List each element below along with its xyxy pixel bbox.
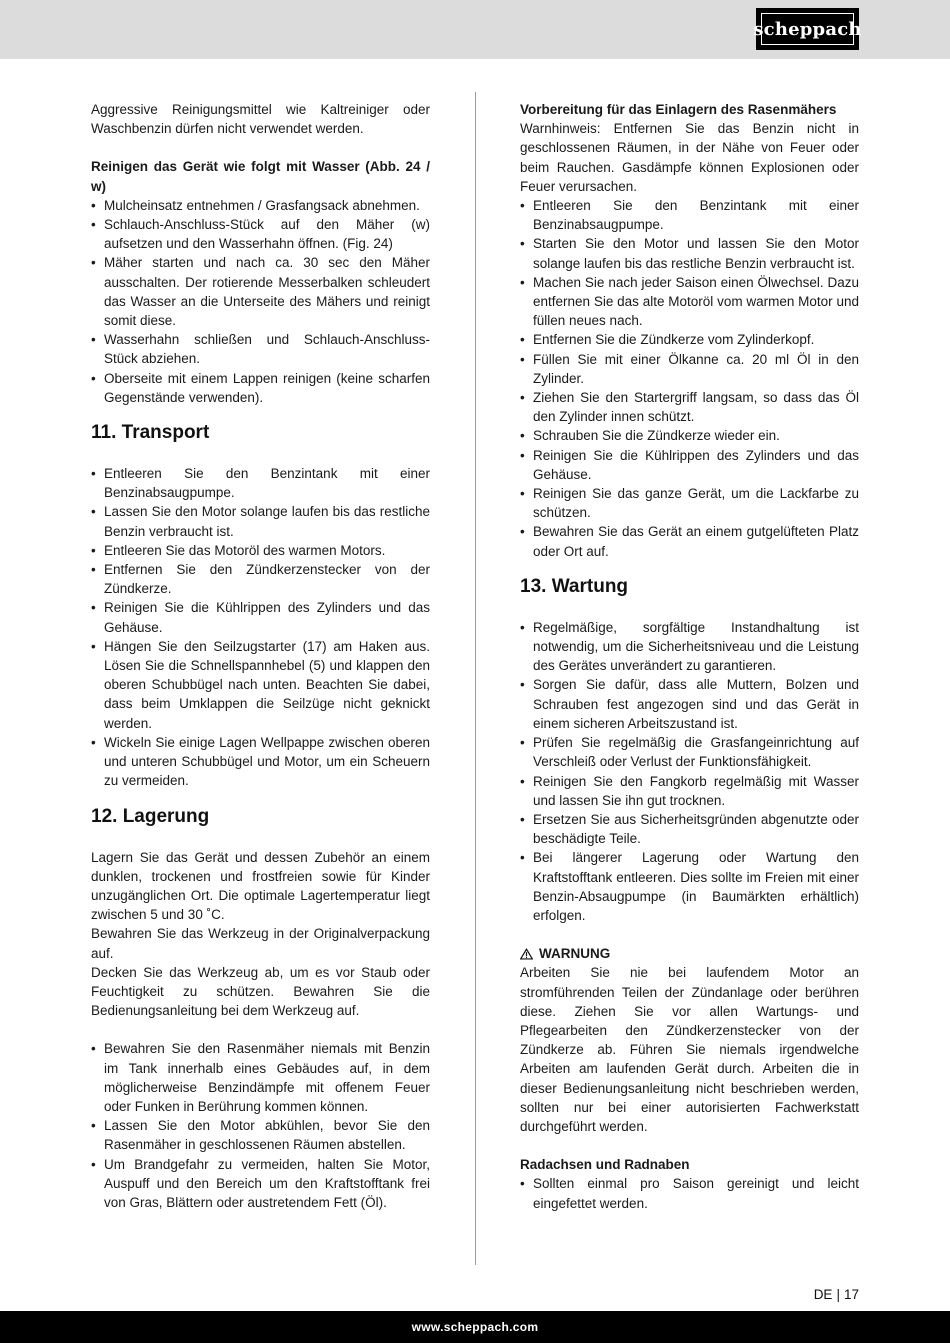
cleaning-heading: Reinigen das Gerät wie folgt mit Wasser (Abb. 24 / w) <box>91 159 430 194</box>
list-item: • Reinigen Sie die Kühlrippen des Zylinders und das Gehäuse. <box>91 598 430 636</box>
list-item: • Reinigen Sie das ganze Gerät, um die Lackfarbe zu schützen. <box>520 484 859 522</box>
list-item: • Um Brandgefahr zu vermeiden, halten Sie Motor, Auspuff und den Bereich um den Kraftstofftank frei von Gras, Blättern oder austretendem Fett (Öl). <box>91 1155 430 1213</box>
list-item: • Entleeren Sie den Benzintank mit einer Benzinabsaugpumpe. <box>91 464 430 502</box>
warning-title-text: WARNUNG <box>539 946 611 962</box>
storage-paragraph: Bewahren Sie das Werkzeug in der Originalverpackung auf. <box>91 926 430 961</box>
list-item: • Prüfen Sie regelmäßig die Grasfangeinrichtung auf Verschleiß oder Verlust der Funktionsfähigkeit. <box>520 733 859 771</box>
list-item: • Ersetzen Sie aus Sicherheitsgründen abgenutzte oder beschädigte Teile. <box>520 810 859 848</box>
list-item: • Oberseite mit einem Lappen reinigen (keine scharfen Gegenstände verwenden). <box>91 369 430 407</box>
page-number: DE | 17 <box>813 1287 859 1302</box>
right-column <box>520 100 859 1213</box>
warning-title <box>520 944 859 963</box>
list-item: • Lassen Sie den Motor solange laufen bis das restliche Benzin verbraucht ist. <box>91 502 430 540</box>
language-code: DE <box>813 1287 833 1302</box>
list-item: • Bewahren Sie den Rasenmäher niemals mit Benzin im Tank innerhalb eines Gebäudes auf, in dem möglicherweise Benzindämpfe mit offenem Feuer oder Funken in Berührung kommen können. <box>91 1039 430 1116</box>
cleaning-list <box>91 196 430 407</box>
list-item: • Regelmäßige, sorgfältige Instandhaltung ist notwendig, um die Sicherheitsniveau und die Leistung des Gerätes unverändert zu garantieren. <box>520 618 859 676</box>
maintenance-list <box>520 618 859 925</box>
list-item: • Starten Sie den Motor und lassen Sie den Motor solange laufen bis das restliche Benzin verbraucht ist. <box>520 234 859 272</box>
axle-heading: Radachsen und Radnaben <box>520 1157 690 1173</box>
list-item: • Schlauch-Anschluss-Stück auf den Mäher (w) aufsetzen und den Wasserhahn öffnen. (Fig. 24) <box>91 215 430 253</box>
list-item: • Schrauben Sie die Zündkerze wieder ein. <box>520 426 859 445</box>
list-item: • Wickeln Sie einige Lagen Wellpappe zwischen oberen und unteren Schubbügel und Motor, um ein Scheuern zu vermeiden. <box>91 733 430 791</box>
list-item: • Füllen Sie mit einer Ölkanne ca. 20 ml Öl in den Zylinder. <box>520 350 859 388</box>
list-item: • Mulcheinsatz entnehmen / Grasfangsack abnehmen. <box>91 196 430 215</box>
section-heading-transport: 11. Transport <box>91 422 210 444</box>
list-item: • Reinigen Sie den Fangkorb regelmäßig mit Wasser und lassen Sie ihn gut trocknen. <box>520 772 859 810</box>
storage-paragraph: Lagern Sie das Gerät und dessen Zubehör an einem dunklen, trockenen und frostfreien sowie für Kinder unzugänglichen Ort. Die optimale Lagertemperatur liegt zwischen 5 und 30 ˚C. <box>91 849 430 923</box>
list-item: • Bewahren Sie das Gerät an einem gutgelüfteten Platz oder Ort auf. <box>520 522 859 560</box>
list-item: • Entfernen Sie die Zündkerze vom Zylinderkopf. <box>520 330 859 349</box>
page-number-value: 17 <box>843 1287 859 1302</box>
list-item: • Lassen Sie den Motor abkühlen, bevor Sie den Rasenmäher in geschlossenen Räumen abstellen. <box>91 1116 430 1154</box>
list-item: • Machen Sie nach jeder Saison einen Ölwechsel. Dazu entfernen Sie das alte Motoröl vom warmen Motor und füllen neues nach. <box>520 273 859 331</box>
list-item: • Ziehen Sie den Startergriff langsam, so dass das Öl den Zylinder innen schützt. <box>520 388 859 426</box>
intro-paragraph: Aggressive Reinigungsmittel wie Kaltreiniger oder Waschbenzin dürfen nicht verwendet werden. <box>91 102 430 137</box>
brand-logo-text: scheppach <box>761 13 854 45</box>
list-item: • Sollten einmal pro Saison gereinigt und leicht eingefettet werden. <box>520 1174 859 1212</box>
list-item: • Entleeren Sie das Motoröl des warmen Motors. <box>91 541 430 560</box>
footer-band <box>0 1311 950 1343</box>
prep-heading: Vorbereitung für das Einlagern des Rasenmähers <box>520 102 837 117</box>
list-item: • Entleeren Sie den Benzintank mit einer Benzinabsaugpumpe. <box>520 196 859 234</box>
storage-list <box>91 1039 430 1212</box>
column-divider <box>475 92 476 1265</box>
left-column <box>91 100 430 1212</box>
list-item: • Bei längerer Lagerung oder Wartung den Kraftstofftank entleeren. Dies sollte im Freien mit einer Benzin-Absaugpumpe (in Baumärkten erhältlich) erfolgen. <box>520 848 859 925</box>
warning-text: Arbeiten Sie nie bei laufendem Motor an stromführenden Teilen der Zündanlage oder berühren diese. Ziehen Sie vor allen Wartungs- und Pflegearbeiten den Zündkerzenstecker von der Zündkerze ab. Führen Sie niemals irgendwelche Arbeiten am laufenden Gerät durch. Arbeiten die in dieser Bedienungsanleitung nicht beschrieben werden, sollten nur bei einer autorisierten Fachwerkstatt durchgeführt werden. <box>520 965 859 1134</box>
list-item: • Reinigen Sie die Kühlrippen des Zylinders und das Gehäuse. <box>520 446 859 484</box>
website-link[interactable]: www.scheppach.com <box>411 1320 539 1334</box>
prep-list <box>520 196 859 561</box>
warning-triangle-icon <box>520 948 533 960</box>
list-item: • Mäher starten und nach ca. 30 sec den Mäher ausschalten. Der rotierende Messerbalken schleudert das Wasser an die Unterseite des Mähers und reinigt somit diese. <box>91 253 430 330</box>
list-item: • Wasserhahn schließen und Schlauch-Anschluss-Stück abziehen. <box>91 330 430 368</box>
list-item: • Hängen Sie den Seilzugstarter (17) am Haken aus. Lösen Sie die Schnellspannhebel (5) und klappen den oberen Schubbügel nach unten. Beachten Sie dabei, dass beim Umklappen die Seilzüge nicht geknickt werden. <box>91 637 430 733</box>
transport-list <box>91 464 430 790</box>
section-heading-maintenance: 13. Wartung <box>520 575 629 597</box>
axle-list <box>520 1174 859 1212</box>
section-heading-storage: 12. Lagerung <box>91 805 210 827</box>
list-item: • Sorgen Sie dafür, dass alle Muttern, Bolzen und Schrauben fest angezogen sind und das Gerät in einem sicheren Arbeitszustand ist. <box>520 675 859 733</box>
brand-logo <box>753 8 862 50</box>
prep-warning: Warnhinweis: Entfernen Sie das Benzin nicht in geschlossenen Räumen, in der Nähe von Feuer oder beim Rauchen. Gasdämpfe können Explosionen oder Feuer verursachen. <box>520 121 859 194</box>
list-item: • Entfernen Sie den Zündkerzenstecker von der Zündkerze. <box>91 560 430 598</box>
storage-paragraph: Decken Sie das Werkzeug ab, um es vor Staub oder Feuchtigkeit zu schützen. Bewahren Sie die Bedienungsanleitung bei dem Werkzeug auf. <box>91 964 430 1019</box>
